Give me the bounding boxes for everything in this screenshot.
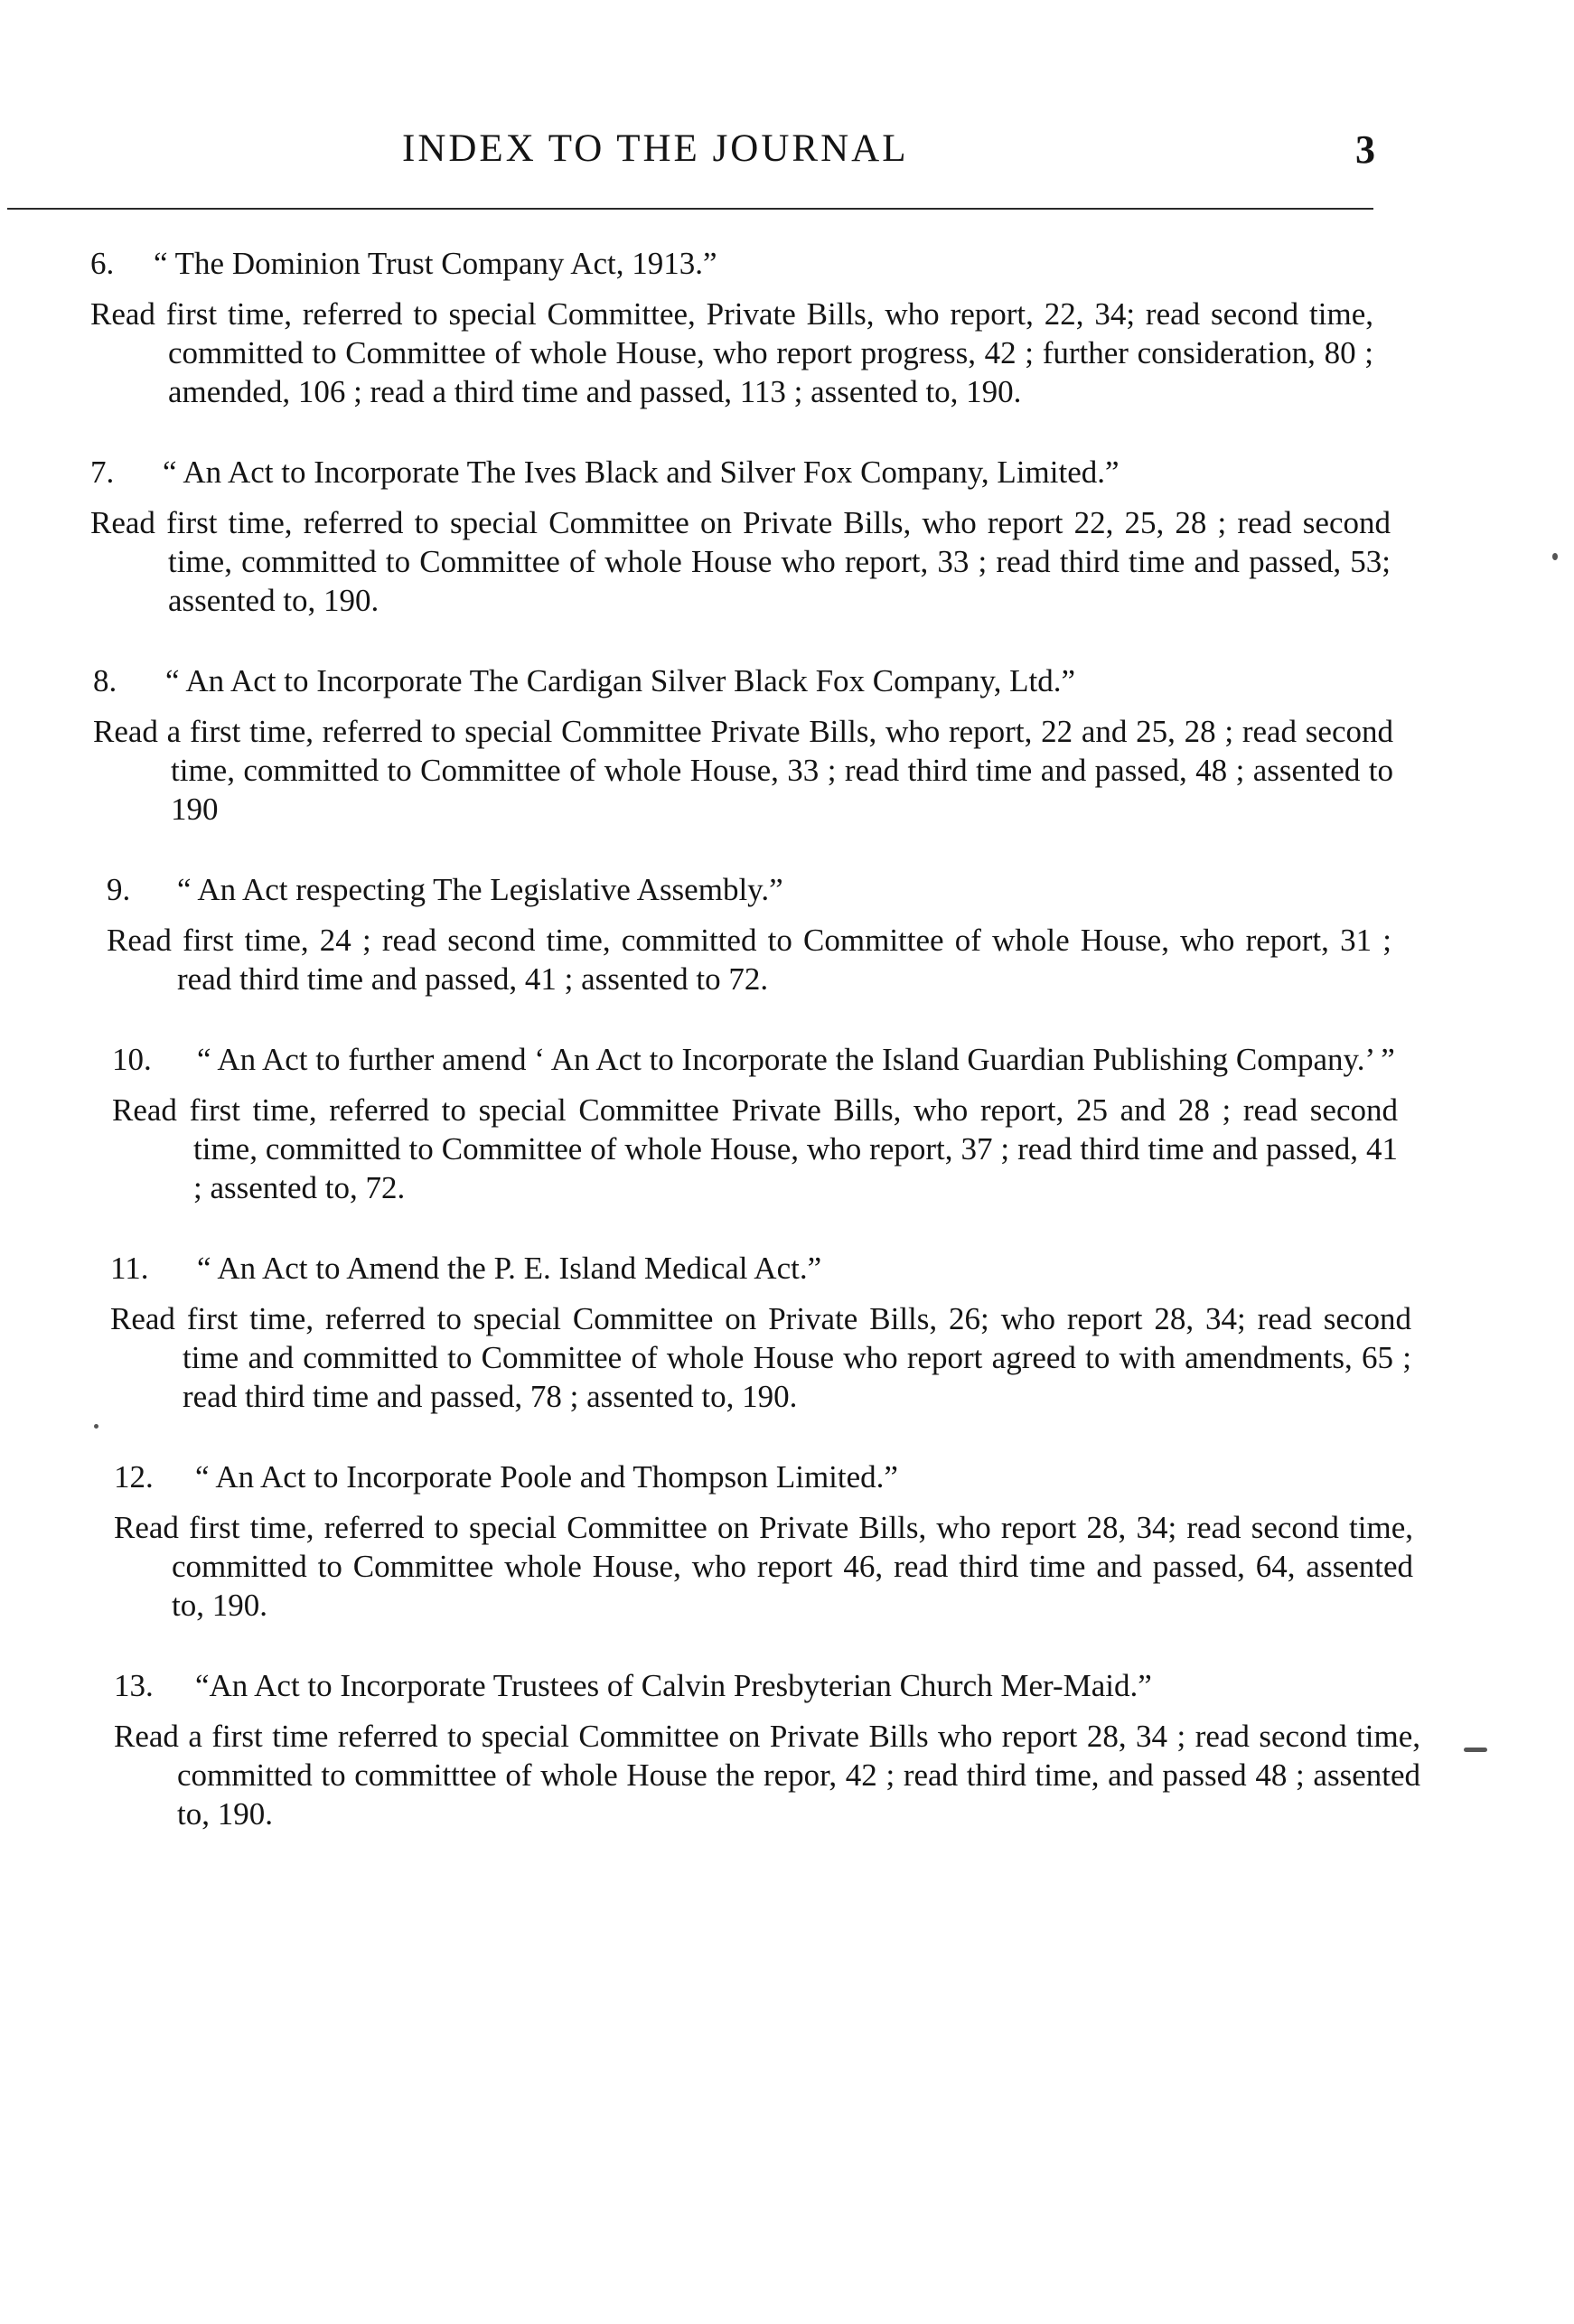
entry-number: 7. — [90, 454, 115, 490]
act-title: “ An Act to Incorporate The Ives Black and Silver Fox Company, Limited.” — [163, 454, 1120, 490]
entry-record: Read first time, referred to special Committee on Private Bills, who report 28, 34; read second time, committed to Committee whole House, who report 46, read third time and passed, 64, assented to, 190. — [114, 1510, 1413, 1623]
index-entry-13 — [0, 1666, 1574, 1833]
entry-record: Read first time, referred to special Committee, Private Bills, who report, 22, 34; read second time, committed to Committee of whole House, who report progress, 42 ; further consideration, 80 ; amended, 106 ; read a third time and passed, 113 ; assented to, 190. — [90, 296, 1373, 409]
header-rule — [7, 208, 1373, 210]
act-title: “ An Act respecting The Legislative Assembly.” — [177, 872, 783, 907]
index-entry-9 — [0, 870, 1574, 998]
act-title: “An Act to Incorporate Trustees of Calvin Presbyterian Church Mer-Maid.” — [195, 1668, 1152, 1703]
act-title: “ An Act to Amend the P. E. Island Medical Act.” — [197, 1251, 822, 1286]
index-entry-12 — [0, 1457, 1574, 1625]
act-title: “ An Act to Incorporate Poole and Thompson Limited.” — [195, 1459, 898, 1495]
entry-number: 9. — [107, 872, 131, 907]
index-entry-6 — [0, 244, 1574, 411]
entry-record: Read first time, referred to special Committee Private Bills, who report, 25 and 28 ; read second time, committed to Committee of whole House, who report, 37 ; read third time and passed, 41 ; assented to, 72. — [112, 1092, 1398, 1205]
entry-number: 13. — [114, 1668, 154, 1703]
entry-number: 8. — [93, 663, 117, 698]
entry-number: 11. — [110, 1251, 149, 1286]
index-entry-7 — [0, 453, 1574, 620]
entry-title — [114, 1457, 1413, 1496]
entry-title — [90, 244, 1373, 283]
print-speck — [1464, 1748, 1487, 1752]
entry-number: 6. — [90, 246, 115, 281]
index-entries — [0, 244, 1574, 1875]
entry-record: Read first time, referred to special Committee on Private Bills, who report 22, 25, 28 ; read second time, committed to Committee of whole House who report, 33 ; read third time and passed, 53; assented to, 190. — [90, 505, 1391, 618]
entry-title — [112, 1040, 1398, 1079]
index-entry-8 — [0, 661, 1574, 829]
running-head — [0, 127, 1574, 181]
print-speck — [94, 1424, 98, 1429]
entry-title — [110, 1249, 1411, 1288]
entry-record: Read first time, 24 ; read second time, committed to Committee of whole House, who report, 31 ; read third time and passed, 41 ; assented to 72. — [107, 923, 1391, 997]
entry-title — [93, 661, 1393, 700]
print-speck — [1552, 553, 1558, 560]
entry-number: 10. — [112, 1042, 152, 1077]
act-title: “ An Act to further amend ‘ An Act to Incorporate the Island Guardian Publishing Company.’ ” — [197, 1042, 1395, 1077]
act-title: “ An Act to Incorporate The Cardigan Silver Black Fox Company, Ltd.” — [165, 663, 1076, 698]
act-title: “ The Dominion Trust Company Act, 1913.” — [154, 246, 717, 281]
entry-number: 12. — [114, 1459, 154, 1495]
entry-record: Read a first time referred to special Committee on Private Bills who report 28, 34 ; read second time, committed to committtee of whole House the repor, 42 ; read third time, and passed 48 ; assented to, 190. — [114, 1719, 1420, 1832]
entry-record: Read a first time, referred to special Committee Private Bills, who report, 22 and 25, 28 ; read second time, committed to Committee of whole House, 33 ; read third time and passed, 48 ; assented to 190 — [93, 714, 1393, 827]
entry-record: Read first time, referred to special Committee on Private Bills, 26; who report 28, 34; read second time and committed to Committee of whole House who report agreed to with amendments, 65 ; read third time and passed, 78 ; assented to, 190. — [110, 1301, 1411, 1414]
entry-title — [114, 1666, 1420, 1705]
index-entry-11 — [0, 1249, 1574, 1416]
page-number: 3 — [1355, 127, 1375, 172]
index-entry-10 — [0, 1040, 1574, 1207]
entry-title — [107, 870, 1391, 909]
entry-title — [90, 453, 1391, 492]
page-title: INDEX TO THE JOURNAL — [402, 127, 909, 170]
